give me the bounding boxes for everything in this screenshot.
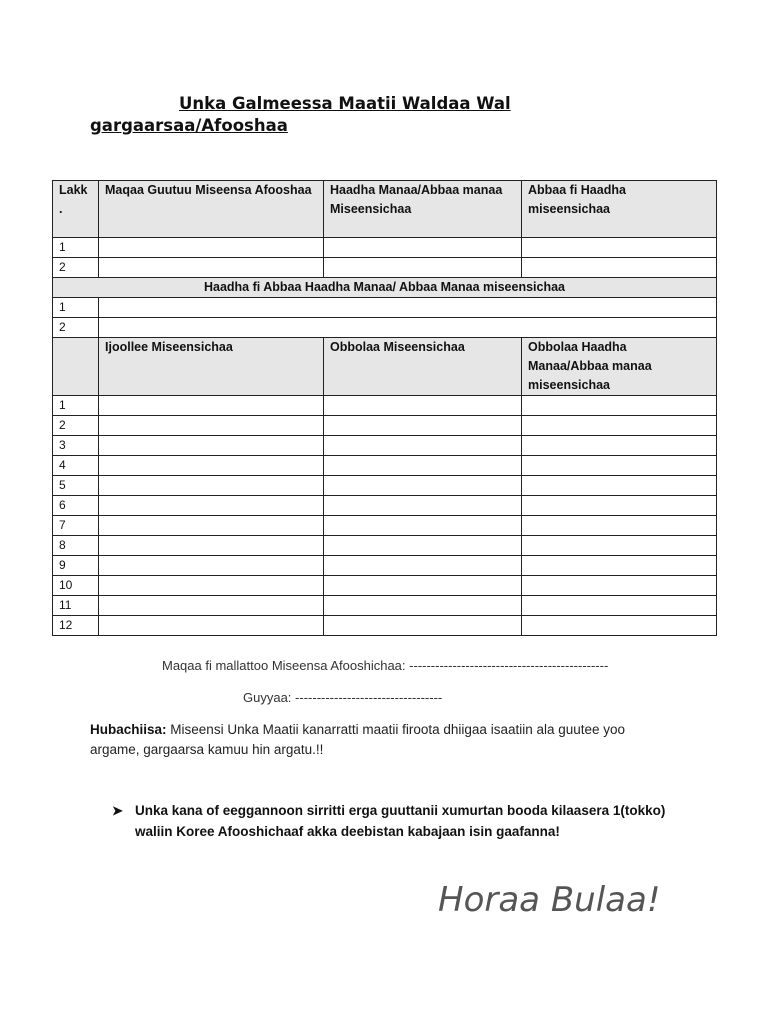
entry-cell[interactable] <box>99 616 324 636</box>
row-number: 5 <box>53 476 99 496</box>
relatives-row <box>53 556 717 576</box>
row-number: 2 <box>53 416 99 436</box>
row-number: 11 <box>53 596 99 616</box>
entry-cell[interactable] <box>324 476 522 496</box>
family-registration-table <box>52 180 717 636</box>
row-number: 2 <box>53 258 99 278</box>
header-row-member-cell: Haadha Manaa/Abbaa manaa Miseensichaa <box>324 181 522 238</box>
header-row-relatives <box>53 338 717 396</box>
relatives-row <box>53 576 717 596</box>
member-name-signature-label: Maqaa fi mallattoo Miseensa Afooshichaa: <box>162 658 406 673</box>
member-name-signature-line <box>162 658 608 673</box>
entry-cell[interactable] <box>522 536 717 556</box>
member-name-signature-field[interactable]: ---------------------------------------------- <box>409 658 609 673</box>
relatives-row <box>53 456 717 476</box>
entry-cell[interactable] <box>522 596 717 616</box>
in-laws-section-header: Haadha fi Abbaa Haadha Manaa/ Abbaa Manaa miseensichaa <box>53 278 717 298</box>
date-field[interactable]: ---------------------------------- <box>295 690 443 705</box>
member-row <box>53 258 717 278</box>
entry-cell[interactable] <box>522 556 717 576</box>
entry-cell[interactable] <box>522 436 717 456</box>
entry-cell[interactable] <box>99 416 324 436</box>
entry-cell[interactable] <box>522 496 717 516</box>
entry-cell[interactable] <box>324 238 522 258</box>
entry-cell[interactable] <box>324 576 522 596</box>
relatives-row <box>53 596 717 616</box>
date-line <box>243 690 442 705</box>
entry-cell[interactable] <box>324 258 522 278</box>
entry-cell[interactable] <box>522 238 717 258</box>
entry-cell[interactable] <box>522 616 717 636</box>
instruction-text: Unka kana of eeggannoon sirritti erga guuttanii xumurtan booda kilaasera 1(tokko) waliin Koree Afooshichaaf akka deebistan kabajaan isin gaafanna! <box>135 803 666 839</box>
relatives-row <box>53 416 717 436</box>
relatives-row <box>53 496 717 516</box>
form-title-line2: gargaarsaa/Afooshaa <box>90 116 288 135</box>
entry-cell[interactable] <box>324 436 522 456</box>
member-row <box>53 238 717 258</box>
entry-cell[interactable] <box>99 536 324 556</box>
entry-cell[interactable] <box>99 258 324 278</box>
entry-cell[interactable] <box>522 576 717 596</box>
header-row-relatives-cell: Obbolaa Haadha Manaa/Abbaa manaa miseensichaa <box>522 338 717 396</box>
row-number: 2 <box>53 318 99 338</box>
header-row-relatives-cell: Ijoollee Miseensichaa <box>99 338 324 396</box>
row-number: 1 <box>53 238 99 258</box>
header-row-relatives-cell <box>53 338 99 396</box>
entry-cell[interactable] <box>324 536 522 556</box>
header-row-member <box>53 181 717 238</box>
relatives-row <box>53 476 717 496</box>
row-number: 4 <box>53 456 99 476</box>
row-number: 7 <box>53 516 99 536</box>
entry-cell[interactable] <box>99 596 324 616</box>
entry-cell[interactable] <box>99 516 324 536</box>
entry-cell[interactable] <box>99 556 324 576</box>
entry-cell[interactable] <box>99 436 324 456</box>
relatives-row <box>53 616 717 636</box>
row-number: 3 <box>53 436 99 456</box>
entry-cell[interactable] <box>324 516 522 536</box>
entry-cell[interactable] <box>522 396 717 416</box>
entry-cell[interactable] <box>99 456 324 476</box>
entry-cell[interactable] <box>522 456 717 476</box>
entry-cell[interactable] <box>522 258 717 278</box>
header-row-member-cell: Abbaa fi Haadha miseensichaa <box>522 181 717 238</box>
date-label: Guyyaa: <box>243 690 292 705</box>
row-number: 1 <box>53 298 99 318</box>
relatives-row <box>53 516 717 536</box>
entry-cell[interactable] <box>522 516 717 536</box>
entry-cell[interactable] <box>99 496 324 516</box>
entry-cell[interactable] <box>99 238 324 258</box>
instruction-bullet <box>112 800 672 842</box>
row-number: 12 <box>53 616 99 636</box>
in-laws-row <box>53 318 717 338</box>
note-text: Miseensi Unka Maatii kanarratti maatii firoota dhiigaa isaatiin ala guutee yoo argame, gargaarsa kamuu hin argatu.!! <box>90 722 626 757</box>
form-title-line1: Unka Galmeessa Maatii Waldaa Wal <box>179 94 511 113</box>
form-title <box>90 93 610 137</box>
row-number: 1 <box>53 396 99 416</box>
row-number: 10 <box>53 576 99 596</box>
header-row-relatives-cell: Obbolaa Miseensichaa <box>324 338 522 396</box>
in-laws-section-row <box>53 278 717 298</box>
header-row-member-cell: Maqaa Guutuu Miseensa Afooshaa <box>99 181 324 238</box>
entry-cell[interactable] <box>522 476 717 496</box>
entry-cell[interactable] <box>324 496 522 516</box>
relatives-row <box>53 436 717 456</box>
entry-cell[interactable] <box>99 298 717 318</box>
entry-cell[interactable] <box>324 556 522 576</box>
entry-cell[interactable] <box>522 416 717 436</box>
closing-greeting: Horaa Bulaa! <box>438 880 661 920</box>
note-paragraph <box>90 720 670 760</box>
entry-cell[interactable] <box>324 596 522 616</box>
entry-cell[interactable] <box>324 616 522 636</box>
note-label: Hubachiisa: <box>90 722 167 737</box>
entry-cell[interactable] <box>324 396 522 416</box>
in-laws-row <box>53 298 717 318</box>
entry-cell[interactable] <box>99 576 324 596</box>
entry-cell[interactable] <box>324 416 522 436</box>
row-number: 6 <box>53 496 99 516</box>
row-number: 9 <box>53 556 99 576</box>
entry-cell[interactable] <box>99 476 324 496</box>
entry-cell[interactable] <box>324 456 522 476</box>
header-row-member-cell: Lakk . <box>53 181 99 238</box>
entry-cell[interactable] <box>99 396 324 416</box>
row-number: 8 <box>53 536 99 556</box>
arrow-bullet-icon: ➤ <box>112 803 123 818</box>
relatives-row <box>53 536 717 556</box>
relatives-row <box>53 396 717 416</box>
entry-cell[interactable] <box>99 318 717 338</box>
